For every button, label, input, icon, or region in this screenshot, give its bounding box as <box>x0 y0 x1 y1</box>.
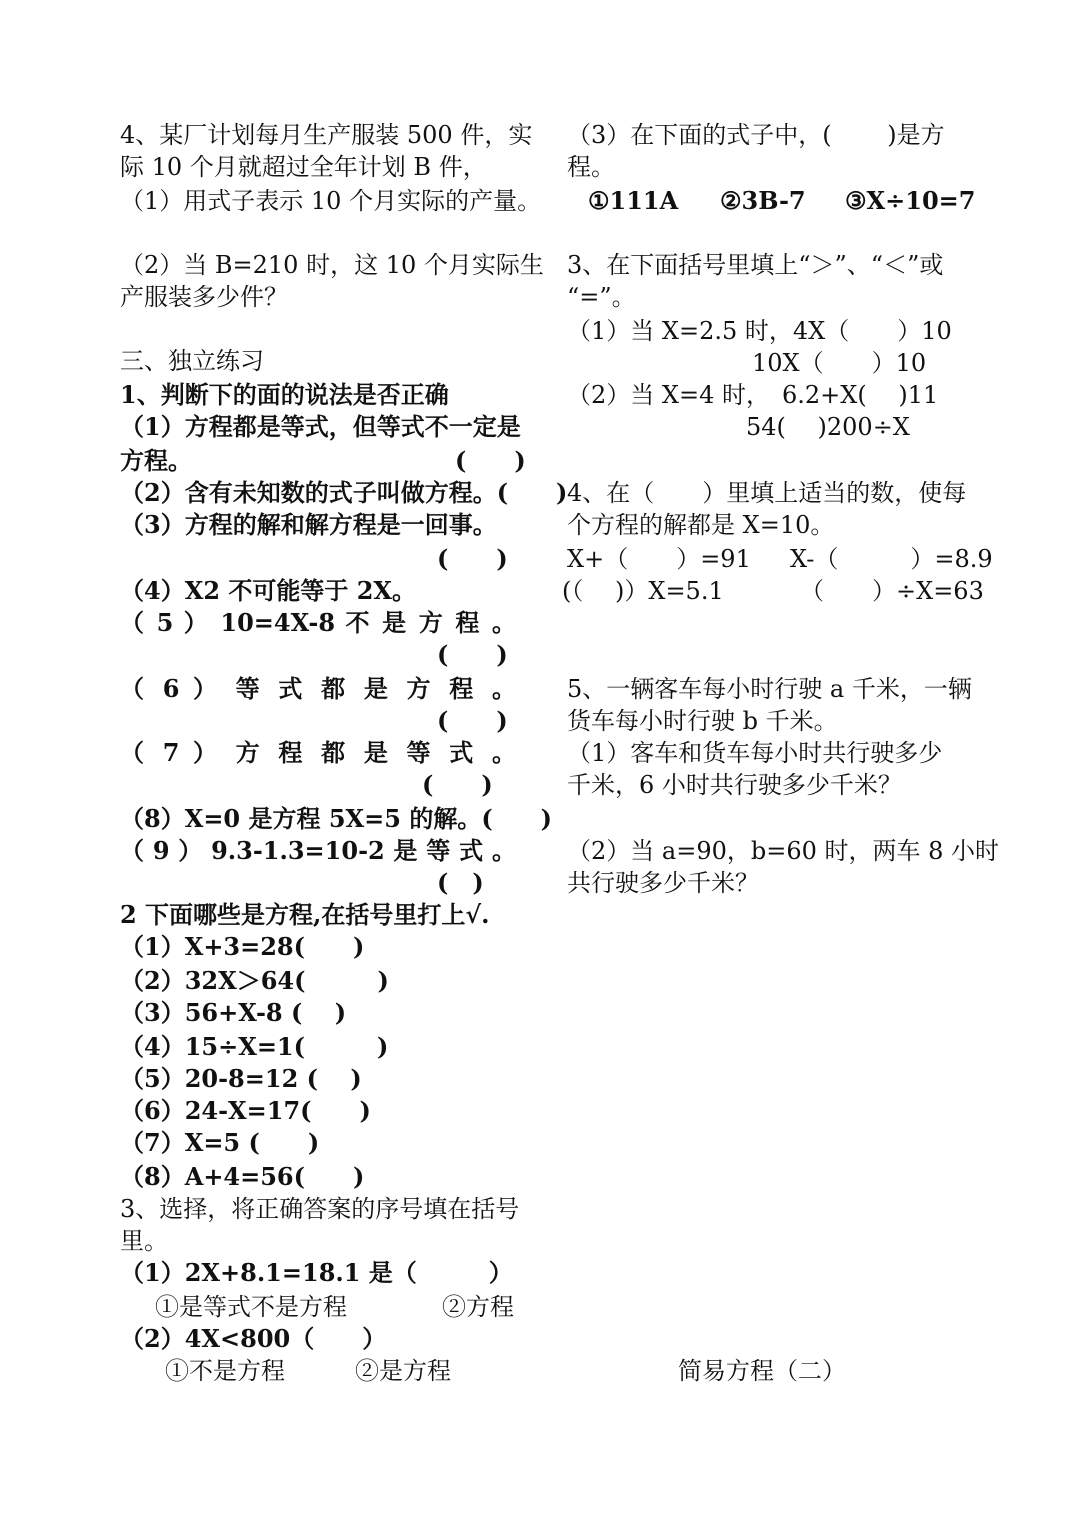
judge-item-7: （ 7 ） 方 程 都 是 等 式 。 <box>120 738 516 767</box>
which-item-1: （1）X+3=28( ) <box>120 932 365 961</box>
which-item-2: （2）32X＞64( ) <box>120 966 389 995</box>
choose-q2: （2）4X<800（ ） <box>120 1324 387 1353</box>
q5-part2-line2: 共行驶多少千米？ <box>567 869 759 897</box>
which-item-4: （4）15÷X=1( ) <box>120 1032 389 1061</box>
choose-title-line1: 3、选择，将正确答案的序号填在括号 <box>120 1195 520 1223</box>
judge-item-3: （3）方程的解和解方程是一回事。 <box>120 510 497 539</box>
compare-part1-a: （1）当 X=2.5 时，4X（ ）10 <box>567 317 952 345</box>
q4-part2-line1: （2）当 B=210 时，这 10 个月实际生 <box>120 251 544 279</box>
q4-part2-line2: 产服装多少件？ <box>120 283 288 311</box>
fill-line1: 4、在（ ）里填上适当的数，使每 <box>567 479 967 507</box>
judge-item-7-bracket: ( ) <box>422 770 493 799</box>
which-item-5: （5）20-8=12 ( ) <box>120 1064 362 1093</box>
choose3-line1: （3）在下面的式子中，( )是方 <box>567 121 945 149</box>
which-item-8: （8）A+4=56( ) <box>120 1162 365 1191</box>
q4-line2: 际 10 个月就超过全年计划 B 件， <box>120 153 487 181</box>
choose3-line2: 程。 <box>567 153 615 181</box>
choose-q1: （1）2X+8.1=18.1 是（ ） <box>120 1258 513 1287</box>
choose-q1-option1: ①是等式不是方程 <box>155 1293 347 1321</box>
judge-item-5: （ 5 ） 10=4X-8 不 是 方 程 。 <box>120 608 516 637</box>
which-equations-title: 2 下面哪些是方程,在括号里打上√. <box>120 900 490 929</box>
choose-q2-option1: ①不是方程 <box>165 1357 285 1385</box>
judge-item-9: （ 9 ） 9.3-1.3=10-2 是 等 式 。 <box>120 836 516 865</box>
compare-part2-b: 54( )200÷X <box>746 413 910 441</box>
compare-title-line2: “=”。 <box>567 283 636 311</box>
q5-line2: 货车每小时行驶 b 千米。 <box>567 707 838 735</box>
choose-q1-option2: ②方程 <box>442 1293 514 1321</box>
choose3-option3: ③X÷10=7 <box>845 186 976 215</box>
fill-equation-2: X-（ ）=8.9 <box>790 545 993 573</box>
q5-part1-line1: （1）客车和货车每小时共行驶多少 <box>567 739 943 767</box>
judge-item-1-line1: （1）方程都是等式，但等式不一定是 <box>120 412 521 441</box>
judge-item-1-bracket: ( ) <box>455 446 526 475</box>
choose3-option1: ①111A <box>588 186 679 215</box>
section-title: 三、独立练习 <box>120 347 264 375</box>
judge-item-6-bracket: ( ) <box>437 706 508 735</box>
q4-line1: 4、某厂计划每月生产服装 500 件，实 <box>120 121 533 149</box>
compare-title-line1: 3、在下面括号里填上“＞”、“＜”或 <box>567 251 944 279</box>
footer-title: 简易方程（二） <box>678 1357 846 1385</box>
q5-line1: 5、一辆客车每小时行驶 a 千米，一辆 <box>567 675 972 703</box>
compare-part1-b: 10X（ ）10 <box>752 349 927 377</box>
judge-item-5-bracket: ( ) <box>437 640 508 669</box>
choose3-option2: ②3B-7 <box>720 186 806 215</box>
fill-equation-4: （ ）÷X=63 <box>800 577 984 605</box>
q5-part2-line1: （2）当 a=90，b=60 时，两车 8 小时 <box>567 837 1000 865</box>
judge-item-8: （8）X=0 是方程 5X=5 的解。( ) <box>120 804 553 833</box>
judge-title: 1、判断下的面的说法是否正确 <box>120 380 449 409</box>
which-item-7: （7）X=5 ( ) <box>120 1128 320 1157</box>
judge-item-6: （ 6 ） 等 式 都 是 方 程 。 <box>120 674 516 703</box>
judge-item-9-bracket: ( ) <box>437 868 484 897</box>
judge-item-3-bracket: ( ) <box>437 544 508 573</box>
which-item-6: （6）24-X=17( ) <box>120 1096 371 1125</box>
judge-item-4: （4）X2 不可能等于 2X。 <box>120 576 417 605</box>
fill-line2: 个方程的解都是 X=10。 <box>567 511 835 539</box>
compare-part2-a: （2）当 X=4 时， 6.2+X( )11 <box>567 381 939 409</box>
judge-item-2: （2）含有未知数的式子叫做方程。( ) <box>120 478 568 507</box>
q5-part1-line2: 千米，6 小时共行驶多少千米？ <box>567 771 902 799</box>
which-item-3: （3）56+X-8 ( ) <box>120 998 347 1027</box>
choose-title-line2: 里。 <box>120 1227 168 1255</box>
judge-item-1-line2: 方程。 <box>120 446 192 475</box>
choose-q2-option2: ②是方程 <box>355 1357 451 1385</box>
fill-equation-3: (（ )）X=5.1 <box>562 577 724 605</box>
q4-part1: （1）用式子表示 10 个月实际的产量。 <box>120 187 542 215</box>
fill-equation-1: X+（ ）=91 <box>567 545 751 573</box>
